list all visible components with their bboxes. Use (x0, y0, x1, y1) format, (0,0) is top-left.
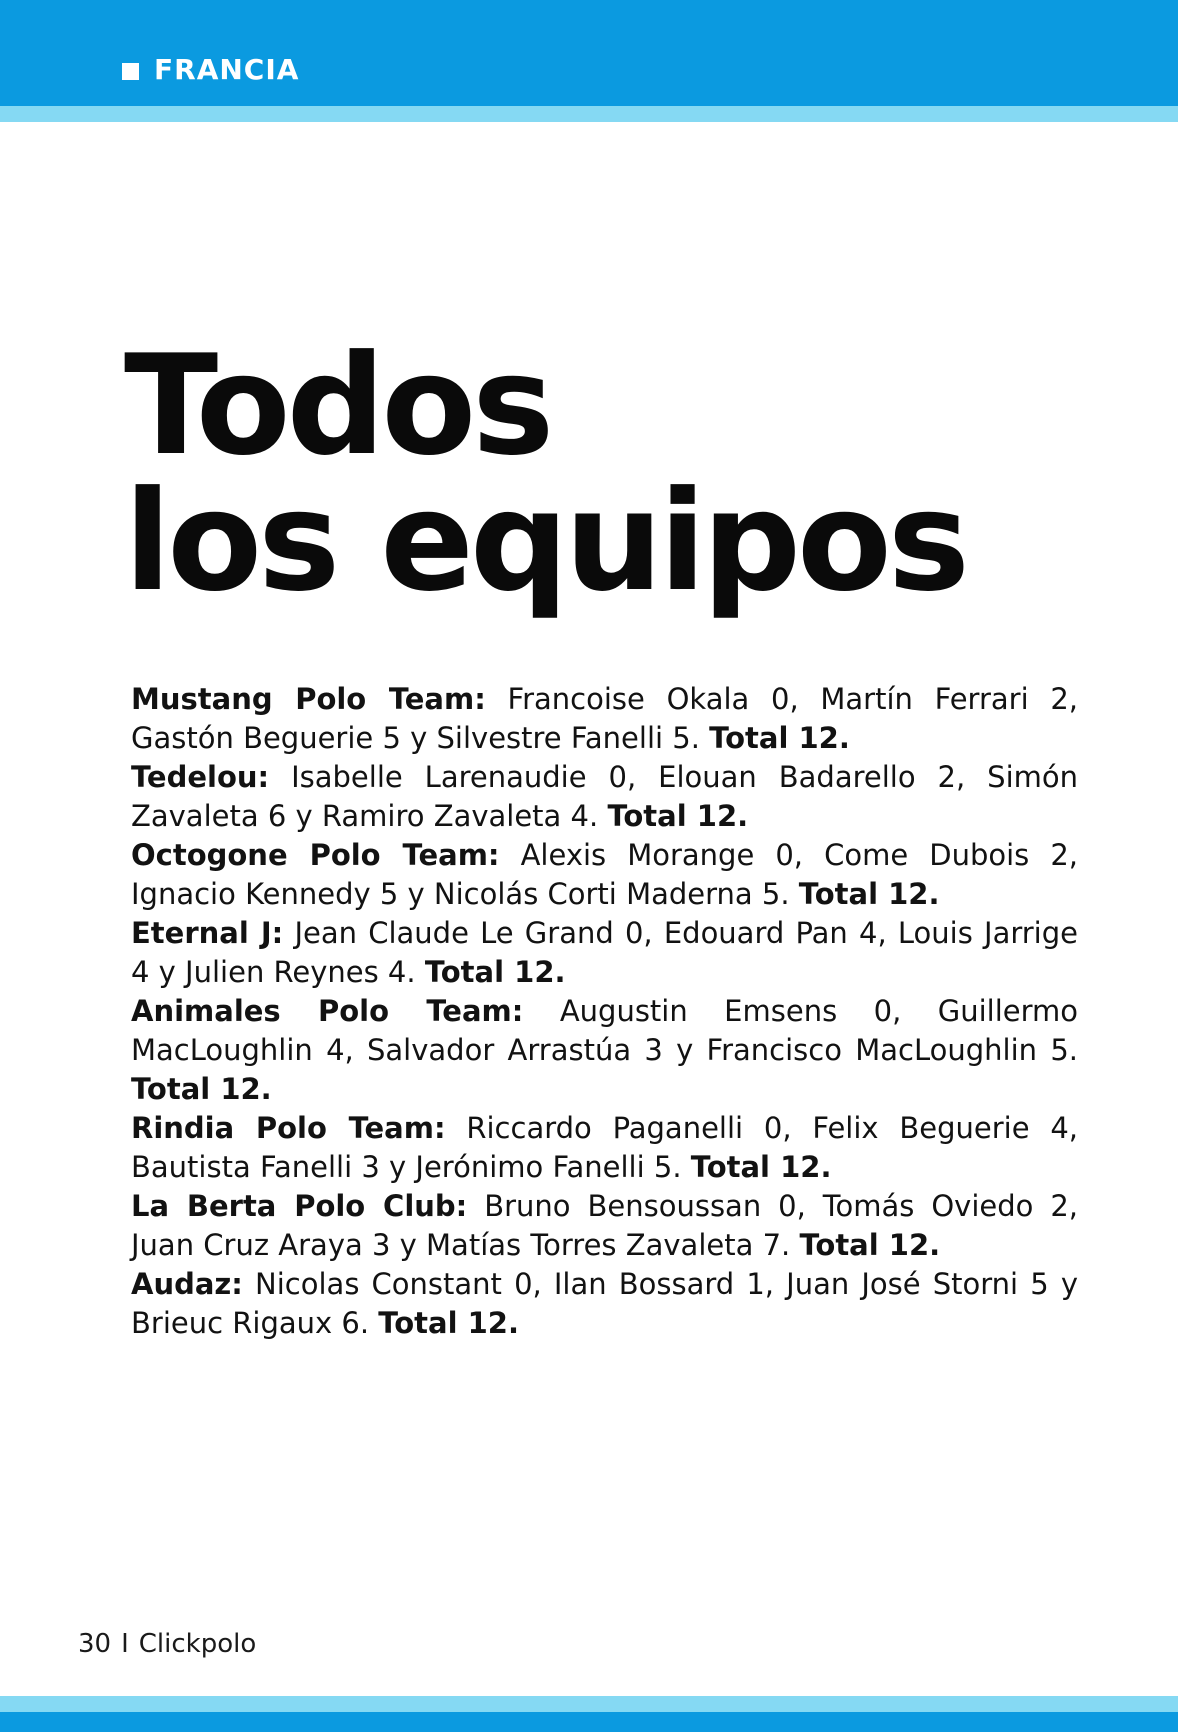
team-entry (131, 680, 1078, 758)
team-entry (131, 914, 1078, 992)
footer-band (0, 1712, 1178, 1732)
team-players: Bruno Bensoussan 0, Tomás Oviedo 2, Juan Cruz Araya 3 y Matías Torres Zavaleta 7. (131, 1189, 1079, 1262)
team-players: Augustin Emsens 0, Guillermo MacLoughlin 4, Salvador Arrastúa 3 y Francisco MacLoughlin 5. (131, 994, 1079, 1067)
team-name: Mustang Polo Team: (131, 682, 486, 716)
team-entry (131, 836, 1078, 914)
team-total: Total 12. (709, 721, 850, 755)
team-entry (131, 992, 1078, 1109)
team-total: Total 12. (798, 877, 940, 911)
team-players: Nicolas Constant 0, Ilan Bossard 1, Juan José Storni 5 y Brieuc Rigaux 6. (131, 1267, 1078, 1340)
section-label: FRANCIA (154, 53, 300, 86)
team-name: La Berta Polo Club: (131, 1189, 468, 1223)
publication-name: Clickpolo (138, 1629, 257, 1659)
team-name: Eternal J: (131, 916, 284, 950)
header-stripe (0, 106, 1178, 122)
team-total: Total 12. (607, 799, 749, 833)
section-square-icon (122, 63, 139, 80)
footer-separator: I (121, 1629, 129, 1659)
title-line-2: los equipos (124, 461, 966, 622)
team-players: Jean Claude Le Grand 0, Edouard Pan 4, Louis Jarrige 4 y Julien Reynes 4. (131, 916, 1078, 989)
team-name: Audaz: (131, 1267, 243, 1301)
team-players: Riccardo Paganelli 0, Felix Beguerie 4, Bautista Fanelli 3 y Jerónimo Fanelli 5. (131, 1111, 1078, 1184)
team-total: Total 12. (424, 955, 566, 989)
title-line-1: Todos (124, 325, 551, 486)
team-entry (131, 1187, 1078, 1265)
footer-stripe (0, 1696, 1178, 1712)
team-entry (131, 1109, 1078, 1187)
team-total: Total 12. (378, 1306, 519, 1340)
page-title (124, 325, 1064, 622)
team-name: Tedelou: (131, 760, 270, 794)
team-players: Alexis Morange 0, Come Dubois 2, Ignacio Kennedy 5 y Nicolás Corti Maderna 5. (131, 838, 1078, 911)
team-name: Animales Polo Team: (131, 994, 524, 1028)
team-total: Total 12. (131, 1072, 272, 1106)
team-list (131, 680, 1078, 1343)
team-total: Total 12. (690, 1150, 832, 1184)
team-entry (131, 758, 1078, 836)
team-name: Rindia Polo Team: (131, 1111, 446, 1145)
page-footer (78, 1626, 256, 1662)
team-name: Octogone Polo Team: (131, 838, 500, 872)
page-number: 30 (78, 1629, 112, 1659)
team-players: Isabelle Larenaudie 0, Elouan Badarello 2, Simón Zavaleta 6 y Ramiro Zavaleta 4. (131, 760, 1078, 833)
team-total: Total 12. (799, 1228, 941, 1262)
team-players: Francoise Okala 0, Martín Ferrari 2, Gastón Beguerie 5 y Silvestre Fanelli 5. (131, 682, 1079, 755)
team-entry (131, 1265, 1078, 1343)
